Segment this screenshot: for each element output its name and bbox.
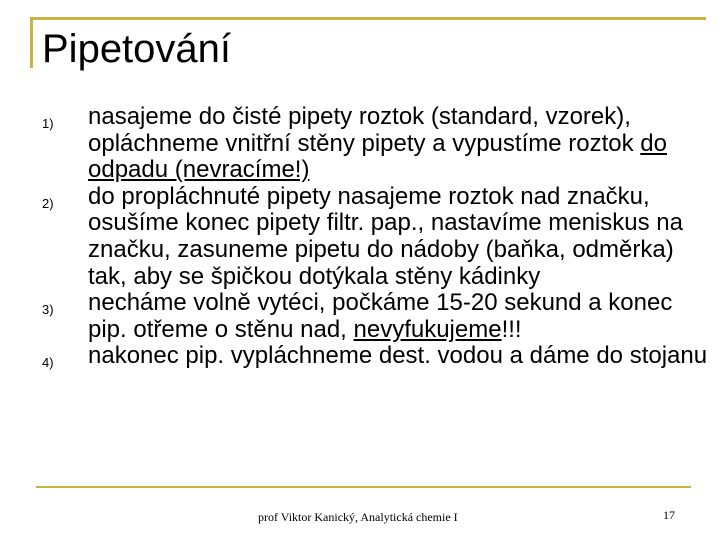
list-text-1-main: nasajeme do čisté pipety roztok (standard, vzorek), opláchneme vnitřní stěny pipety a vypustíme roztok [88, 103, 641, 157]
list-number-2: 2) [42, 195, 54, 211]
frame-top-line [30, 17, 706, 20]
footer-text: prof Viktor Kanický, Analytická chemie I [258, 510, 458, 524]
list-number-1: 1) [42, 116, 54, 131]
list-text-3-after: !!! [501, 315, 522, 343]
numbered-list [42, 104, 712, 381]
list-text-3-underlined: nevyfukujeme [353, 315, 502, 343]
list-item-4 [42, 343, 712, 381]
list-text-2: do propláchnuté pipety nasajeme roztok nad značku, osušíme konec pipety filtr. pap., nastavíme meniskus na značku, zasuneme pipetu do nádoby (baňka, odměrka) tak, aby se špičkou dotýkala stěny kádinky [88, 182, 683, 290]
list-text-1-underlined: do odpadu (nevracíme!) [88, 129, 667, 184]
list-item-2 [42, 184, 712, 290]
list-text-3-main: necháme volně vytéci, počkáme 15-20 sekund a konec pip. otřeme o stěnu nad, [88, 289, 673, 343]
list-number-4: 4) [42, 355, 54, 371]
frame-left-line [30, 17, 33, 68]
page-number: 17 [663, 508, 675, 522]
frame-bottom-line [36, 486, 691, 488]
list-text-1 [88, 104, 712, 184]
list-item-3 [42, 290, 712, 343]
list-text-3 [88, 290, 712, 343]
slide-title: Pipetování [42, 27, 232, 71]
list-item-1 [42, 104, 712, 184]
list-number-3: 3) [42, 302, 54, 318]
list-text-4: nakonec pip. vypláchneme dest. vodou a dáme do stojanu [88, 342, 708, 370]
